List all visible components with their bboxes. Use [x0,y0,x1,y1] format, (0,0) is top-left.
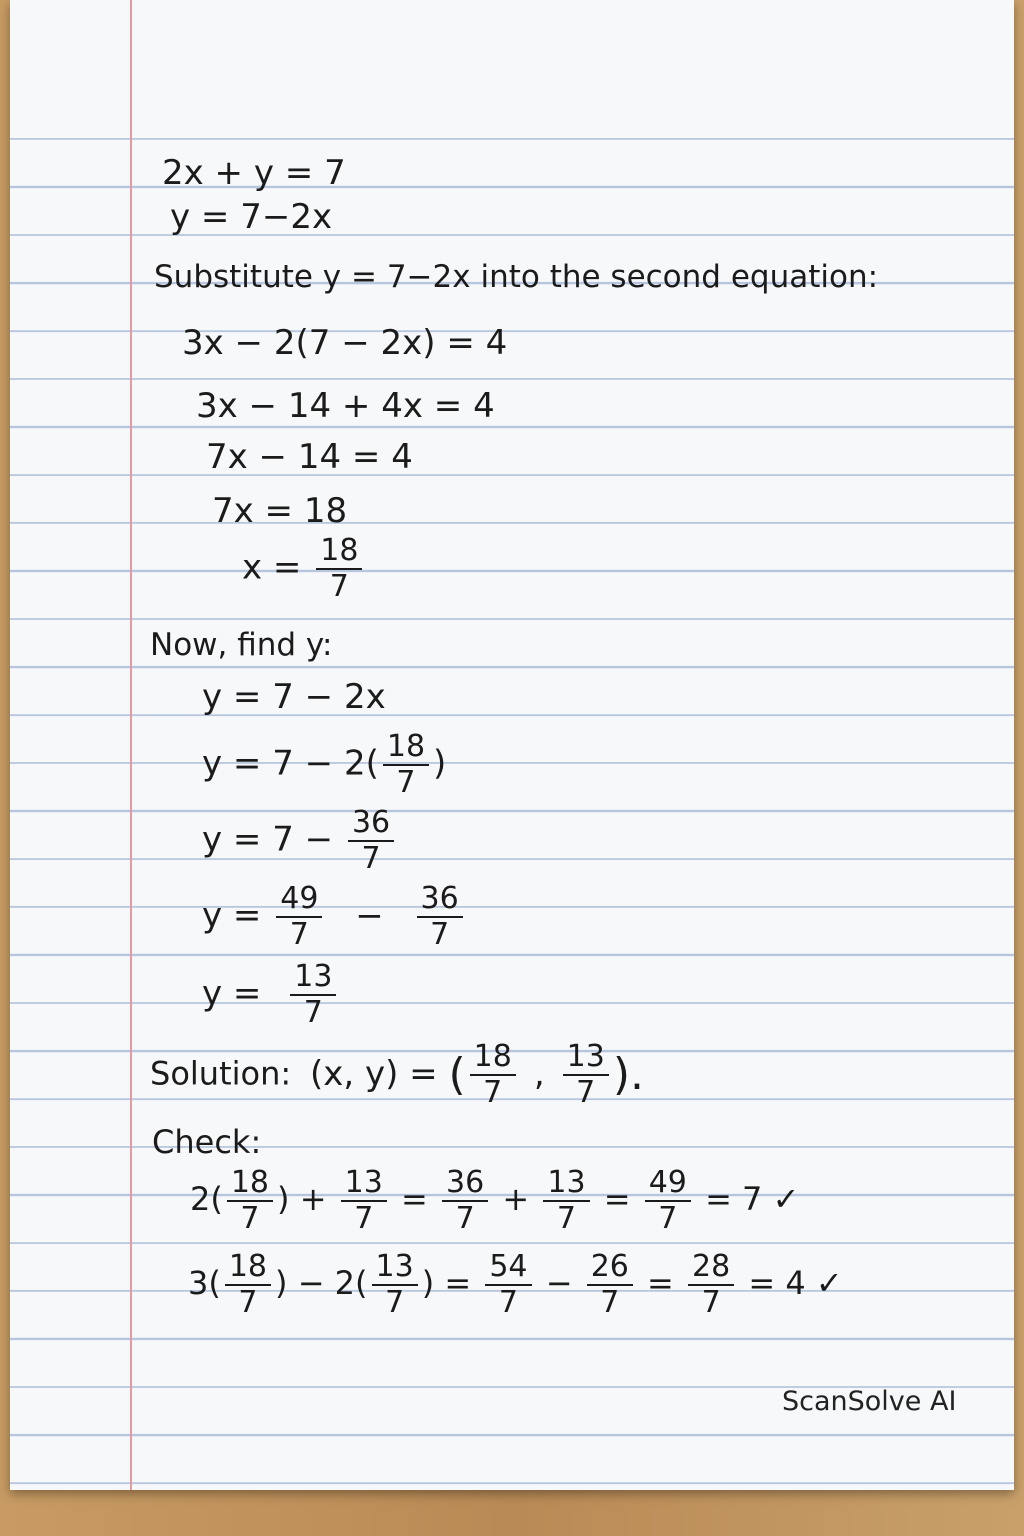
solution-x-fraction [470,1039,516,1110]
check-1-open: 2( [190,1180,223,1218]
equation-1: 2x + y = 7 [162,153,346,193]
check-2-open: 3( [188,1264,221,1302]
y-step-4-fraction-2 [417,881,463,952]
check-1-eq-b: = [603,1180,631,1218]
y-result-fraction [290,959,336,1030]
y-result-den: 7 [303,995,323,1030]
y-step-4-den-2: 7 [430,917,450,952]
x-fraction [316,533,362,604]
solution-y-num: 13 [563,1042,609,1076]
solution-y-fraction [563,1039,609,1110]
brand-watermark: ScanSolve AI [782,1386,957,1417]
solution-label: Solution: [150,1054,292,1093]
y-step-4-fraction-1 [276,881,322,952]
check-2-num-2: 13 [372,1252,418,1286]
solution-open-paren: ( [448,1049,466,1100]
solution-x-den: 7 [483,1075,503,1110]
check-heading: Check: [152,1123,262,1161]
check-2-den-4: 7 [600,1285,620,1320]
y-step-4-num-2: 36 [417,884,463,918]
check-1-num-4: 13 [543,1168,589,1202]
check-1-fraction-3 [442,1165,488,1236]
step-substitution: 3x − 2(7 − 2x) = 4 [182,323,508,363]
check-2-fraction-1 [225,1249,271,1320]
check-2-fraction-5 [688,1249,734,1320]
check-1-fraction-5 [645,1165,691,1236]
y-step-2-den: 7 [396,765,416,800]
solution-xy: (x, y) = [309,1053,438,1094]
y-result [202,959,340,1030]
step-expand: 3x − 14 + 4x = 4 [196,386,495,426]
y-result-num: 13 [290,962,336,996]
check-2-num-4: 26 [587,1252,633,1286]
x-result [242,533,366,604]
check-1-den-5: 7 [658,1201,678,1236]
solution-line [150,1039,644,1110]
step-combine: 7x − 14 = 4 [206,437,413,477]
y-step-3-prefix: y = 7 − [202,819,334,860]
y-step-4-prefix: y = [202,895,262,936]
check-1-fraction-2 [341,1165,387,1236]
y-step-2-num: 18 [383,732,429,766]
x-fraction-num: 18 [316,536,362,570]
check-1-plus-a: ) + [277,1180,327,1218]
y-step-3-fraction [348,805,394,876]
check-1-num-1: 18 [227,1168,273,1202]
check-1-result: = 7 ✓ [705,1180,800,1218]
check-2-num-3: 54 [485,1252,531,1286]
check-2-eq-a: ) = [421,1264,472,1302]
y-step-2-fraction [383,729,429,800]
check-2-num-1: 18 [225,1252,271,1286]
substitute-instruction: Substitute y = 7−2x into the second equation: [154,259,879,295]
y-step-2 [202,729,447,800]
check-2-fraction-4 [587,1249,633,1320]
x-fraction-den: 7 [329,569,349,604]
y-step-3 [202,805,398,876]
y-step-4 [202,881,467,952]
check-1-den-3: 7 [455,1201,475,1236]
y-step-3-num: 36 [348,808,394,842]
check-1-eq-a: = [401,1180,428,1218]
check-2-den-2: 7 [385,1285,405,1320]
check-line-2 [188,1249,843,1320]
check-1-num-3: 36 [442,1168,488,1202]
equation-y-isolated: y = 7−2x [170,197,333,237]
check-1-den-1: 7 [240,1201,260,1236]
check-1-den-4: 7 [556,1201,576,1236]
y-step-4-den-1: 7 [289,917,309,952]
check-2-eq-b: = [647,1264,674,1302]
y-step-3-den: 7 [361,841,381,876]
y-step-4-minus: − [355,895,384,936]
check-1-num-5: 49 [645,1168,691,1202]
y-result-prefix: y = [202,973,262,1014]
x-result-prefix: x = [242,547,302,588]
check-1-fraction-1 [227,1165,273,1236]
y-step-2-suffix: ) [433,743,447,784]
check-2-den-5: 7 [701,1285,721,1320]
y-step-2-prefix: y = 7 − 2( [202,743,379,784]
check-2-result: = 4 ✓ [748,1264,843,1302]
check-2-fraction-2 [372,1249,418,1320]
solution-y-den: 7 [576,1075,596,1110]
check-2-minus-a: ) − 2( [275,1264,368,1302]
solution-close-paren: ). [612,1049,644,1100]
step-isolate: 7x = 18 [212,491,348,531]
y-step-1: y = 7 − 2x [202,677,386,717]
margin-line [130,0,132,1490]
solution-x-num: 18 [470,1042,516,1076]
y-step-4-num-1: 49 [276,884,322,918]
check-1-plus-b: + [502,1180,530,1218]
check-2-den-1: 7 [238,1285,258,1320]
notebook-page [10,0,1014,1490]
check-line-1 [190,1165,800,1236]
check-2-num-5: 28 [688,1252,734,1286]
check-1-num-2: 13 [341,1168,387,1202]
find-y-heading: Now, find y: [150,627,333,663]
check-2-den-3: 7 [498,1285,518,1320]
check-1-fraction-4 [543,1165,589,1236]
check-2-fraction-3 [485,1249,531,1320]
check-2-minus-b: − [545,1264,573,1302]
check-1-den-2: 7 [354,1201,374,1236]
solution-comma: , [533,1053,545,1094]
